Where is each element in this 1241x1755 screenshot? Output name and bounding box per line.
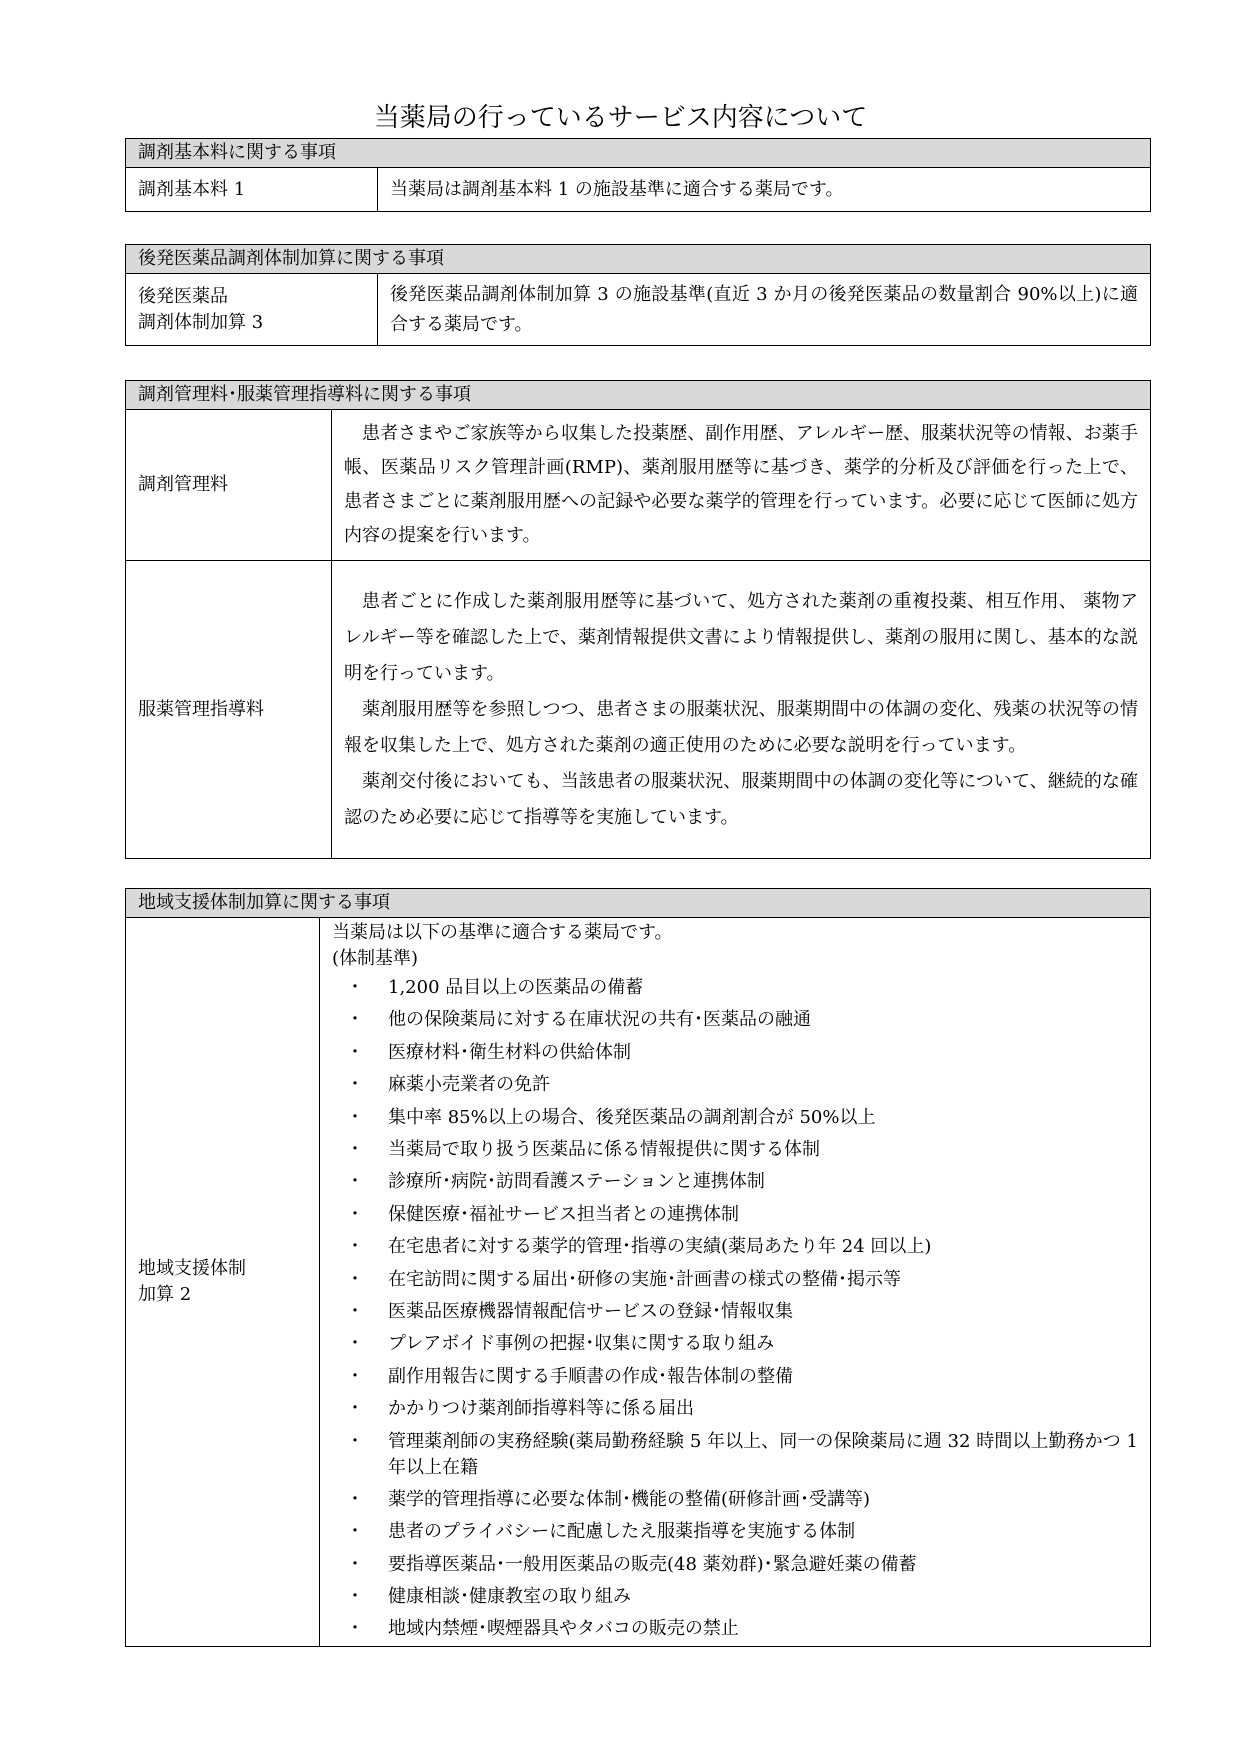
section-generic-drug bbox=[125, 244, 1151, 346]
bullet-icon: ・ bbox=[346, 1106, 364, 1128]
page-title: 当薬局の行っているサービス内容について bbox=[373, 103, 868, 133]
criteria-item bbox=[332, 1549, 1138, 1581]
bullet-icon: ・ bbox=[346, 1365, 364, 1387]
criteria-item bbox=[332, 1393, 1138, 1425]
criteria-item-text: 薬学的管理指導に必要な体制･機能の整備(研修計画･受講等) bbox=[388, 1488, 871, 1510]
criteria-item bbox=[332, 1069, 1138, 1101]
intro-subtitle: (体制基準) bbox=[332, 948, 419, 969]
criteria-item bbox=[332, 1484, 1138, 1516]
criteria-item bbox=[332, 1328, 1138, 1360]
criteria-item-text: 在宅患者に対する薬学的管理･指導の実績(薬局あたり年 24 回以上) bbox=[388, 1236, 932, 1258]
row-label-line: 後発医薬品 bbox=[138, 285, 228, 307]
row-label: 調剤管理料 bbox=[126, 410, 332, 561]
row-label-line: 地域支援体制 bbox=[138, 1257, 246, 1279]
bullet-icon: ・ bbox=[346, 1618, 364, 1640]
bullet-icon: ・ bbox=[346, 1009, 364, 1031]
criteria-list bbox=[332, 972, 1138, 1646]
criteria-item-text: 医療材料･衛生材料の供給体制 bbox=[388, 1041, 631, 1063]
criteria-item-text: 保健医療･福祉サービス担当者との連携体制 bbox=[388, 1203, 739, 1225]
criteria-item-text: 管理薬剤師の実務経験(薬局勤務経験 5 年以上、同一の保険薬局に週 32 時間以上勤務かつ 1 年以上在籍 bbox=[388, 1430, 1138, 1478]
criteria-item bbox=[332, 972, 1138, 1004]
criteria-item bbox=[332, 1581, 1138, 1613]
criteria-item-text: 集中率 85%以上の場合、後発医薬品の調剤割合が 50%以上 bbox=[388, 1106, 876, 1128]
row-label bbox=[126, 918, 320, 1647]
row-text bbox=[320, 918, 1151, 1647]
bullet-icon: ・ bbox=[346, 1430, 364, 1452]
criteria-item-text: プレアボイド事例の把握･収集に関する取り組み bbox=[388, 1333, 775, 1355]
criteria-item bbox=[332, 1134, 1138, 1166]
row-text bbox=[332, 561, 1151, 859]
bullet-icon: ・ bbox=[346, 1521, 364, 1543]
criteria-item bbox=[332, 1231, 1138, 1263]
criteria-item bbox=[332, 1296, 1138, 1328]
criteria-item bbox=[332, 1037, 1138, 1069]
criteria-item bbox=[332, 1199, 1138, 1231]
bullet-icon: ・ bbox=[346, 1268, 364, 1290]
criteria-item-text: 健康相談･健康教室の取り組み bbox=[388, 1585, 631, 1607]
section-header: 地域支援体制加算に関する事項 bbox=[126, 889, 1151, 918]
row-label-line: 調剤体制加算 3 bbox=[138, 311, 264, 333]
section-basic-fee bbox=[125, 138, 1151, 212]
criteria-item bbox=[332, 1613, 1138, 1645]
criteria-item-text: 在宅訪問に関する届出･研修の実施･計画書の様式の整備･掲示等 bbox=[388, 1268, 901, 1290]
paragraph: 患者さまやご家族等から収集した投薬歴、副作用歴、アレルギー歴、服薬状況等の情報、お薬手帳、医薬品リスク管理計画(RMP)、薬剤服用歴等に基づき、薬学的分析及び評価を行った上で、患者さまごとに薬剤服用歴への記録や必要な薬学的管理を行っています。必要に応じて医師に処方内容の提案を行います。 bbox=[344, 423, 1138, 546]
section-header: 後発医薬品調剤体制加算に関する事項 bbox=[126, 245, 1151, 274]
row-text: 後発医薬品調剤体制加算 3 の施設基準(直近 3 か月の後発医薬品の数量割合 90%以上)に適合する薬局です。 bbox=[378, 274, 1151, 346]
criteria-item bbox=[332, 1264, 1138, 1296]
row-label bbox=[126, 274, 378, 346]
criteria-item-text: かかりつけ薬剤師指導料等に係る届出 bbox=[388, 1398, 694, 1420]
criteria-item bbox=[332, 1516, 1138, 1548]
section-dispensing-management bbox=[125, 380, 1151, 859]
bullet-icon: ・ bbox=[346, 1203, 364, 1225]
criteria-item-text: 患者のプライバシーに配慮したえ服薬指導を実施する体制 bbox=[388, 1521, 856, 1543]
row-label-line: 加算 2 bbox=[138, 1283, 192, 1305]
bullet-icon: ・ bbox=[346, 977, 364, 998]
paragraph: 薬剤服用歴等を参照しつつ、患者さまの服薬状況、服薬期間中の体調の変化、残薬の状況等の情報を収集した上で、処方された薬剤の適正使用のために必要な説明を行っています。 bbox=[344, 698, 1138, 756]
criteria-item-text: 診療所･病院･訪問看護ステーションと連携体制 bbox=[388, 1171, 765, 1193]
bullet-icon: ・ bbox=[346, 1333, 364, 1355]
bullet-icon: ・ bbox=[346, 1139, 364, 1161]
criteria-item-text: 医薬品医療機器情報配信サービスの登録･情報収集 bbox=[388, 1301, 793, 1323]
bullet-icon: ・ bbox=[346, 1488, 364, 1510]
intro-text: 当薬局は以下の基準に適合する薬局です。 bbox=[332, 922, 673, 943]
bullet-icon: ・ bbox=[346, 1398, 364, 1420]
section-header: 調剤基本料に関する事項 bbox=[126, 139, 1151, 168]
criteria-item-text: 当薬局で取り扱う医薬品に係る情報提供に関する体制 bbox=[388, 1139, 820, 1161]
bullet-icon: ・ bbox=[346, 1553, 364, 1575]
criteria-item-text: 地域内禁煙･喫煙器具やタバコの販売の禁止 bbox=[388, 1618, 739, 1640]
row-label: 調剤基本料 1 bbox=[126, 168, 378, 212]
criteria-item bbox=[332, 1004, 1138, 1036]
paragraph: 薬剤交付後においても、当該患者の服薬状況、服薬期間中の体調の変化等について、継続的な確認のため必要に応じて指導等を実施しています。 bbox=[344, 770, 1138, 828]
criteria-item-text: 要指導医薬品･一般用医薬品の販売(48 薬効群)･緊急避妊薬の備蓄 bbox=[388, 1553, 917, 1575]
paragraph: 患者ごとに作成した薬剤服用歴等に基づいて、処方された薬剤の重複投薬、相互作用、 薬物アレルギー等を確認した上で、薬剤情報提供文書により情報提供し、薬剤の服用に関し、基本的な説明を行っています。 bbox=[344, 590, 1138, 684]
row-text: 当薬局は調剤基本料 1 の施設基準に適合する薬局です。 bbox=[378, 168, 1151, 212]
criteria-item-text: 副作用報告に関する手順書の作成･報告体制の整備 bbox=[388, 1365, 793, 1387]
bullet-icon: ・ bbox=[346, 1171, 364, 1193]
bullet-icon: ・ bbox=[346, 1585, 364, 1607]
section-community-support bbox=[125, 888, 1151, 1647]
bullet-icon: ・ bbox=[346, 1301, 364, 1323]
bullet-icon: ・ bbox=[346, 1041, 364, 1063]
criteria-item bbox=[332, 1361, 1138, 1393]
section-header: 調剤管理料･服薬管理指導料に関する事項 bbox=[126, 381, 1151, 410]
criteria-item bbox=[332, 1102, 1138, 1134]
criteria-item-text: 他の保険薬局に対する在庫状況の共有･医薬品の融通 bbox=[388, 1009, 811, 1031]
criteria-item-text: 麻薬小売業者の免許 bbox=[388, 1074, 550, 1096]
bullet-icon: ・ bbox=[346, 1236, 364, 1258]
criteria-item bbox=[332, 1426, 1138, 1484]
row-label: 服薬管理指導料 bbox=[126, 561, 332, 859]
bullet-icon: ・ bbox=[346, 1074, 364, 1096]
row-text bbox=[332, 410, 1151, 561]
criteria-item-text: 1,200 品目以上の医薬品の備蓄 bbox=[388, 977, 644, 998]
criteria-item bbox=[332, 1166, 1138, 1198]
